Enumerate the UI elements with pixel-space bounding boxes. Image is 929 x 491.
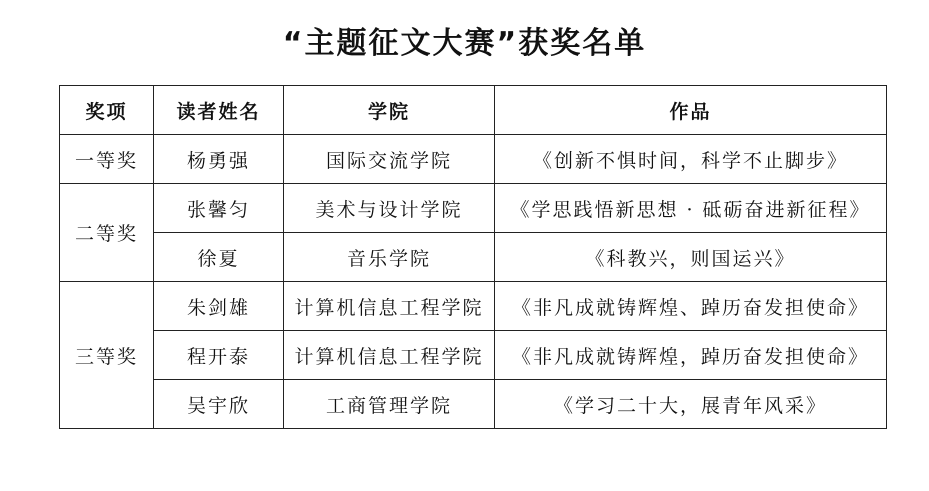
college-cell: 音乐学院 xyxy=(284,233,495,282)
award-cell: 三等奖 xyxy=(60,282,154,429)
work-cell: 《非凡成就铸辉煌、踔历奋发担使命》 xyxy=(495,282,887,331)
header-row xyxy=(60,86,887,135)
header-award: 奖项 xyxy=(60,86,154,135)
college-cell: 计算机信息工程学院 xyxy=(284,282,495,331)
work-cell: 《科教兴，则国运兴》 xyxy=(495,233,887,282)
work-cell: 《创新不惧时间，科学不止脚步》 xyxy=(495,135,887,184)
reader-cell: 朱剑雄 xyxy=(154,282,284,331)
college-cell: 计算机信息工程学院 xyxy=(284,331,495,380)
award-cell: 二等奖 xyxy=(60,184,154,282)
college-cell: 美术与设计学院 xyxy=(284,184,495,233)
reader-cell: 徐夏 xyxy=(154,233,284,282)
reader-cell: 张馨匀 xyxy=(154,184,284,233)
award-cell: 一等奖 xyxy=(60,135,154,184)
table-row xyxy=(60,380,887,429)
reader-cell: 杨勇强 xyxy=(154,135,284,184)
table-row xyxy=(60,282,887,331)
table-row xyxy=(60,331,887,380)
work-cell: 《学习二十大，展青年风采》 xyxy=(495,380,887,429)
reader-cell: 程开泰 xyxy=(154,331,284,380)
table-row xyxy=(60,135,887,184)
college-cell: 工商管理学院 xyxy=(284,380,495,429)
college-cell: 国际交流学院 xyxy=(284,135,495,184)
work-cell: 《学思践悟新思想 · 砥砺奋进新征程》 xyxy=(495,184,887,233)
table-row xyxy=(60,184,887,233)
award-table xyxy=(59,85,887,429)
document-title: “主题征文大赛”获奖名单 xyxy=(282,26,647,61)
table-row xyxy=(60,233,887,282)
reader-cell: 吴宇欣 xyxy=(154,380,284,429)
header-work: 作品 xyxy=(495,86,887,135)
work-cell: 《非凡成就铸辉煌，踔历奋发担使命》 xyxy=(495,331,887,380)
header-reader: 读者姓名 xyxy=(154,86,284,135)
header-college: 学院 xyxy=(284,86,495,135)
